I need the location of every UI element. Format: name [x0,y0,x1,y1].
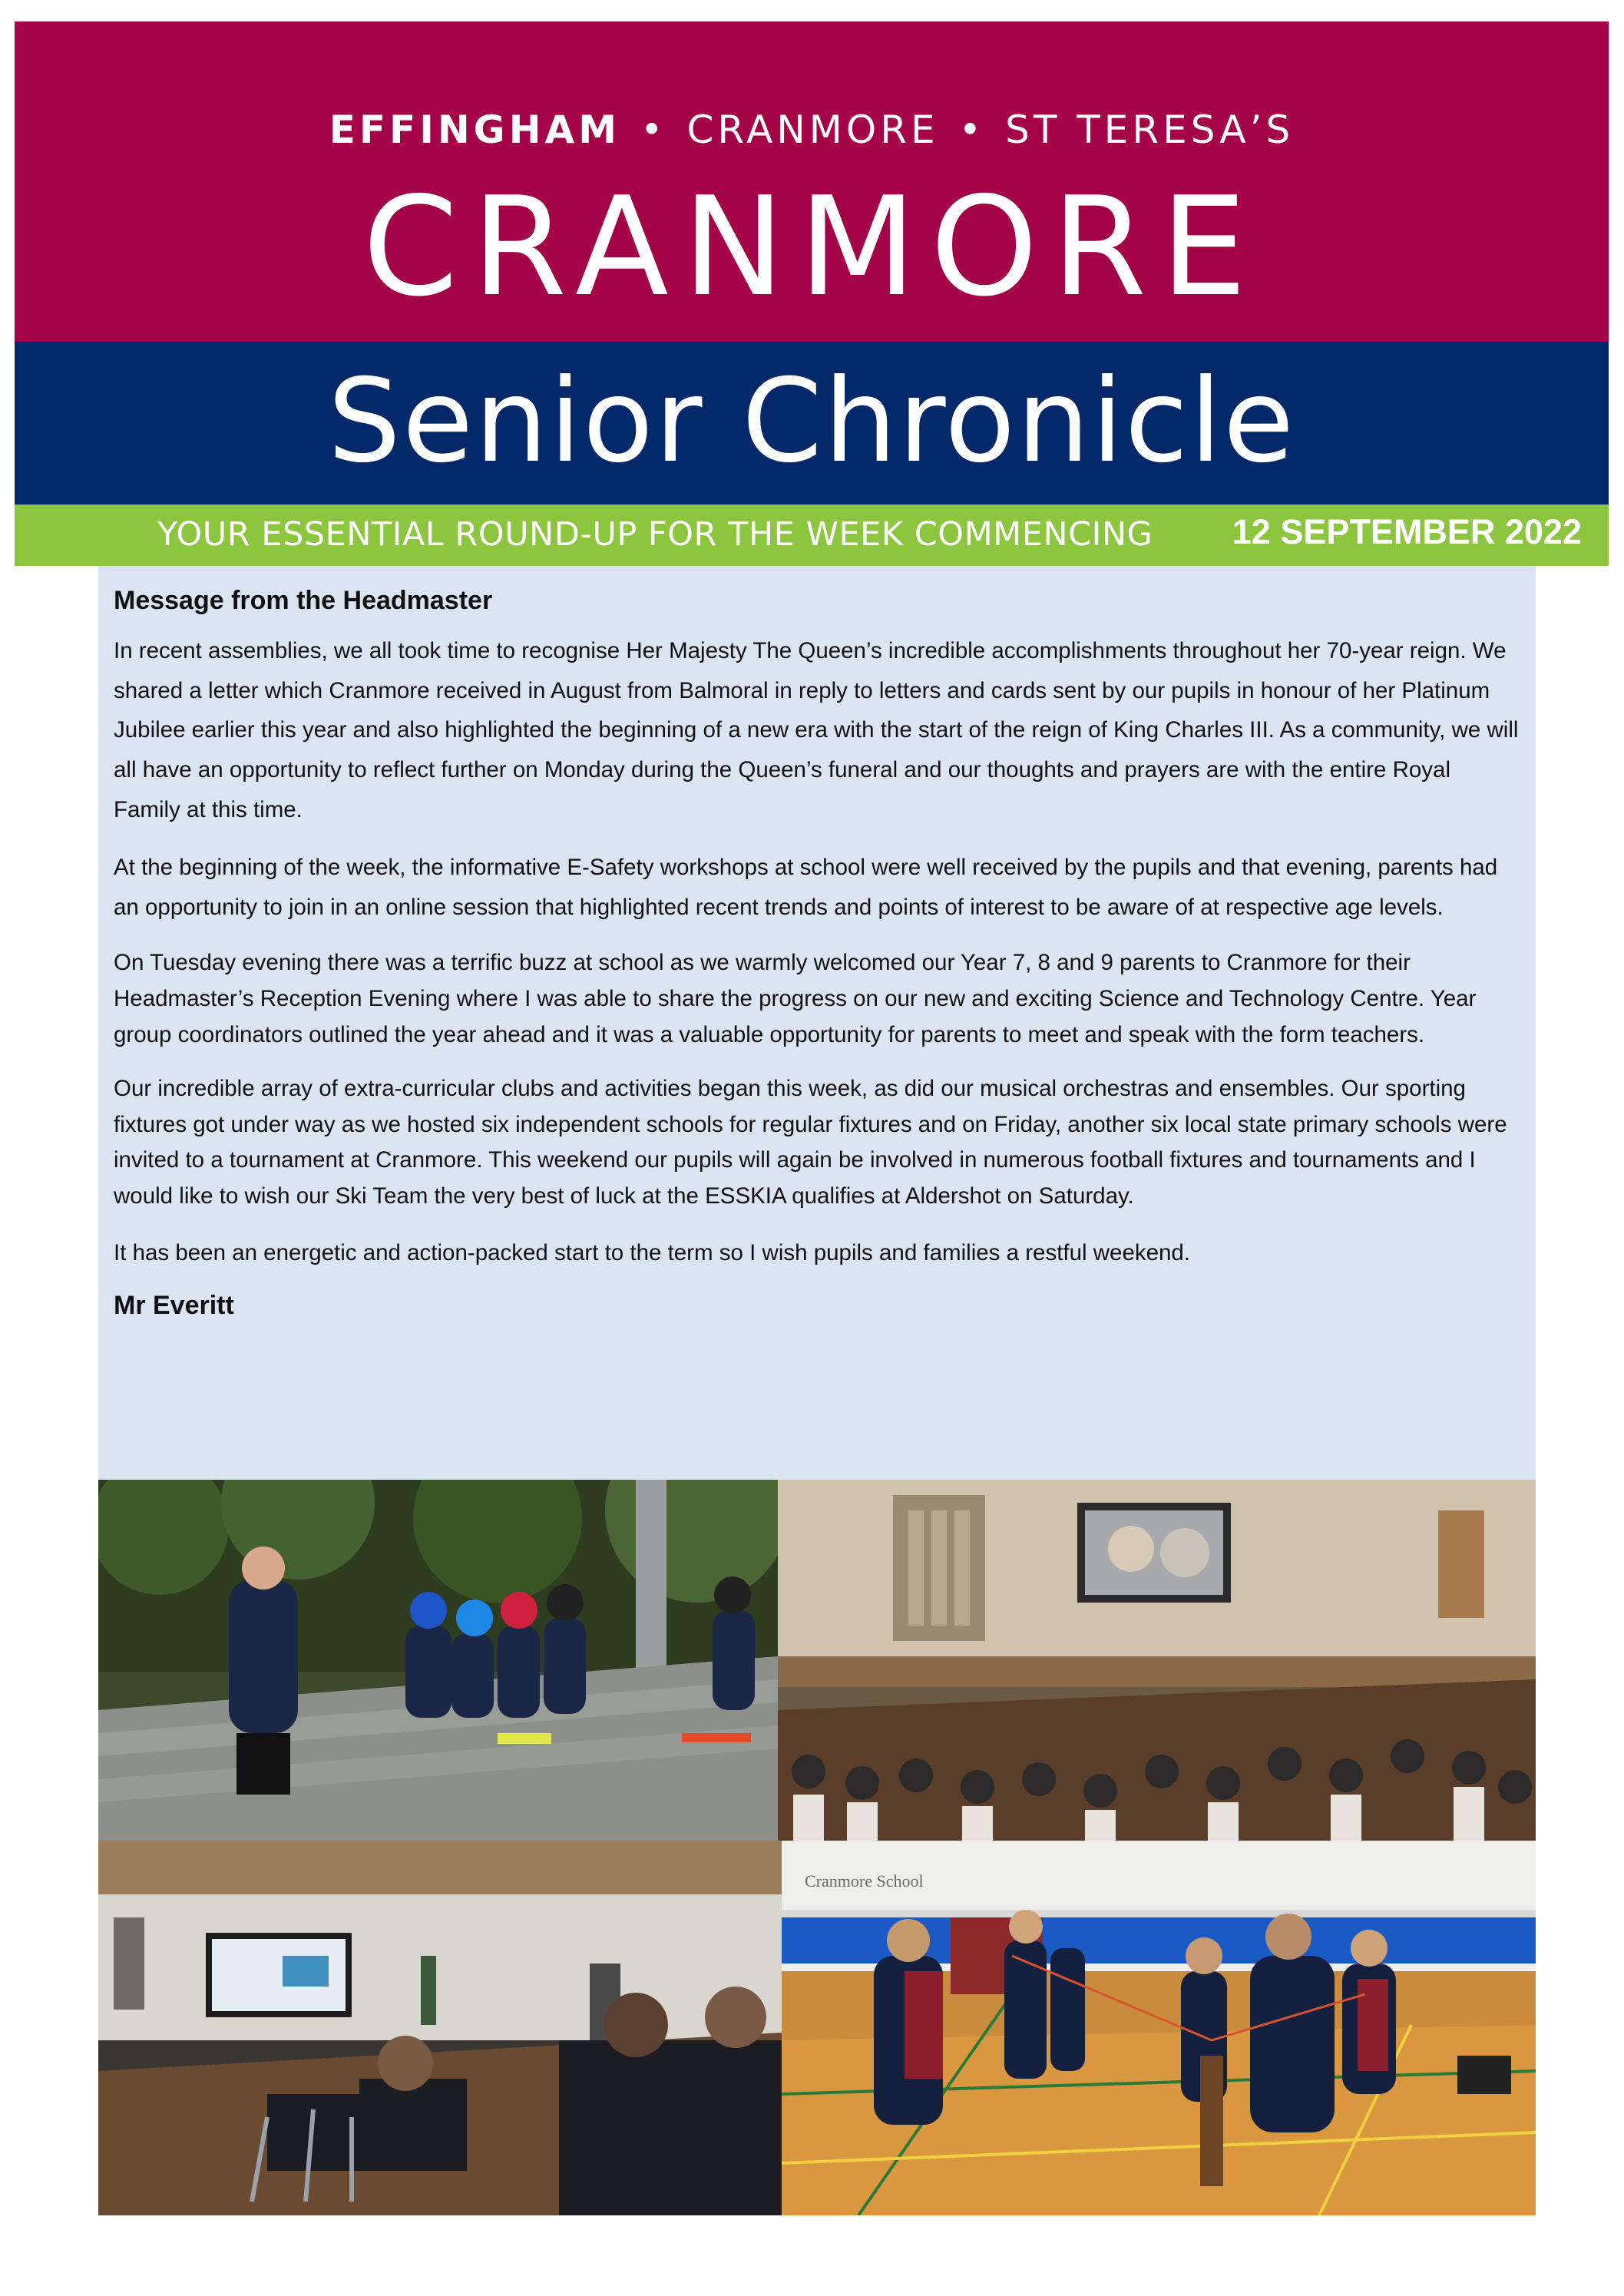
masthead-blue-band [15,342,1609,505]
masthead-red-band [15,22,1609,342]
masthead-green-band [15,505,1609,566]
publication-title: Senior Chronicle [327,355,1296,488]
issue-date: 12 SEPTEMBER 2022 [1232,512,1582,551]
schools-line [15,108,1609,152]
article-signoff: Mr Everitt [114,1291,234,1321]
article-paragraph: At the beginning of the week, the informative E-Safety workshops at school were well received by the pupils and that evening, parents had an opportunity to join in an online session that highlighted recent trends and points of interest to be aware of at respective age levels. [114,855,1498,920]
school-st-teresas: ST TERESA’S [1005,108,1295,152]
photo-sports-hall [782,1841,1536,2215]
separator-dot: • [958,108,986,152]
tagline: YOUR ESSENTIAL ROUND-UP FOR THE WEEK COMMENCING [157,515,1153,554]
sports-hall-sign: Cranmore School [805,1871,924,1891]
article-paragraph: In recent assemblies, we all took time to recognise Her Majesty The Queen’s incredible accomplishments throughout her 70-year reign. We shared a letter which Cranmore received in August from Balmoral in reply to letters and cards sent by our pupils in honour of her Platinum Jubilee earlier this year and also highlighted the beginning of a new era with the start of the reign of King Charles III. As a community, we will all have an opportunity to reflect further on Monday during the Queen’s funeral and our thoughts and prayers are with the entire Royal Family at this time. [114,638,1519,822]
headmaster-message-panel [98,566,1536,1480]
school-cranmore: CRANMORE [686,108,939,152]
separator-dot: • [640,108,667,152]
photo-workshop [98,1841,782,2215]
article-heading: Message from the Headmaster [114,586,493,615]
photo-ski-slope [98,1480,778,1841]
brand-title: CRANMORE [362,167,1261,326]
school-effingham: EFFINGHAM [329,108,621,152]
article-paragraph: It has been an energetic and action-packed start to the term so I wish pupils and families a restful weekend. [114,1239,1191,1265]
article-paragraph: Our incredible array of extra-curricular clubs and activities began this week, as did our musical orchestras and ensembles. Our sporting fixtures got under way as we hosted six independent schools for regular fixtures and on Friday, another six local state primary schools were invited to a tournament at Cranmore. This weekend our pupils will again be involved in numerous football fixtures and tournaments and I would like to wish our Ski Team the very best of luck at the ESSKIA qualifies at Aldershot on Saturday. [114,1076,1507,1209]
photo-assembly-hall [778,1480,1536,1841]
article-paragraph: On Tuesday evening there was a terrific buzz at school as we warmly welcomed our Year 7, 8 and 9 parents to Cranmore for their Headmaster’s Reception Evening where I was able to share the progress on our new and exciting Science and Technology Centre. Year group coordinators outlined the year ahead and it was a valuable opportunity for parents to meet and speak with the form teachers. [114,950,1477,1047]
